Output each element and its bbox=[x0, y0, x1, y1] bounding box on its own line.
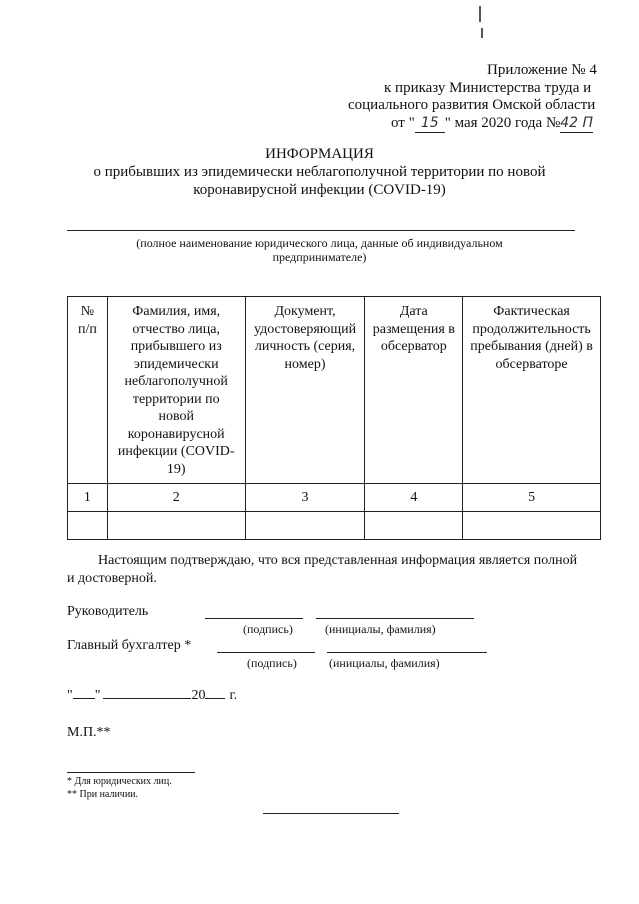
accountant-signature-caption: (подпись) bbox=[247, 656, 297, 670]
col-number-4: 4 bbox=[365, 484, 463, 512]
date-prefix: от " bbox=[391, 114, 415, 131]
closing-line bbox=[263, 813, 399, 814]
table-empty-row bbox=[68, 512, 601, 540]
col-header-date: Дата размещения в обсерватор bbox=[365, 297, 463, 484]
col-header-duration: Фактическая продолжительность пребывания (дней) в обсерваторе bbox=[463, 297, 601, 484]
head-label: Руководитель bbox=[67, 604, 149, 619]
org-name-line bbox=[67, 230, 575, 231]
accountant-initials-caption: (инициалы, фамилия) bbox=[329, 656, 440, 670]
table-header-row bbox=[68, 297, 601, 484]
org-caption-line-1: (полное наименование юридического лица, данные об индивидуальном bbox=[136, 236, 503, 250]
title-heading: ИНФОРМАЦИЯ bbox=[265, 146, 374, 162]
date-month-blank bbox=[103, 698, 191, 699]
accountant-label: Главный бухгалтер * bbox=[67, 638, 192, 653]
date-year-blank bbox=[205, 698, 225, 699]
confirmation-line-1: Настоящим подтверждаю, что вся представленная информация является полной bbox=[98, 553, 578, 568]
appendix-block bbox=[300, 62, 600, 133]
footnote-2: ** При наличии. bbox=[67, 789, 139, 800]
accountant-signature-line bbox=[217, 652, 315, 653]
head-initials-caption: (инициалы, фамилия) bbox=[325, 622, 436, 636]
date-quote-close: " bbox=[94, 688, 101, 703]
table-cell bbox=[365, 512, 463, 540]
date-year-suffix: г. bbox=[229, 688, 238, 703]
confirmation-line-2: и достоверной. bbox=[67, 571, 157, 586]
appendix-line-3: социального развития Омской области bbox=[348, 97, 596, 113]
stamp-mark: М.П.** bbox=[67, 725, 111, 740]
col-number-2: 2 bbox=[107, 484, 245, 512]
head-signature-caption: (подпись) bbox=[243, 622, 293, 636]
scan-mark bbox=[481, 28, 483, 38]
date-mid: " мая 2020 года № bbox=[444, 114, 561, 131]
head-initials-line bbox=[316, 618, 474, 619]
table-cell bbox=[107, 512, 245, 540]
date-year-prefix: 20 bbox=[191, 688, 206, 703]
footnote-1: * Для юридических лиц. bbox=[67, 776, 172, 787]
title-line-1: о прибывших из эпидемически неблагополучной территории по новой bbox=[93, 164, 546, 180]
col-number-1: 1 bbox=[68, 484, 108, 512]
head-signature-line bbox=[205, 618, 303, 619]
table-number-row bbox=[68, 484, 601, 512]
col-header-document: Документ, удостоверяющий личность (серия, номер) bbox=[245, 297, 365, 484]
table-cell bbox=[463, 512, 601, 540]
appendix-line-1: Приложение № 4 bbox=[487, 62, 597, 78]
date-line bbox=[67, 688, 237, 704]
col-number-5: 5 bbox=[463, 484, 601, 512]
col-number-3: 3 bbox=[245, 484, 365, 512]
appendix-line-2: к приказу Министерства труда и bbox=[384, 79, 592, 96]
arrivals-table bbox=[67, 296, 601, 540]
table-cell bbox=[245, 512, 365, 540]
appendix-date-line bbox=[300, 115, 600, 134]
table-cell bbox=[68, 512, 108, 540]
date-day-blank bbox=[73, 698, 95, 699]
col-header-number: № п/п bbox=[68, 297, 108, 484]
col-header-fullname: Фамилия, имя, отчество лица, прибывшего из эпидемически неблагополучной территории по новой коронавирусной инфекции (COVID-19) bbox=[107, 297, 245, 484]
org-caption-line-2: предпринимателе) bbox=[272, 250, 367, 264]
footnote-divider bbox=[67, 772, 195, 773]
accountant-initials-line bbox=[327, 652, 487, 653]
title-line-2: коронавирусной инфекции (COVID-19) bbox=[193, 182, 446, 198]
order-number: 42 П bbox=[560, 115, 593, 134]
date-quote-open: " bbox=[67, 688, 73, 703]
scan-mark bbox=[479, 6, 481, 22]
date-day: 15 bbox=[415, 115, 445, 134]
